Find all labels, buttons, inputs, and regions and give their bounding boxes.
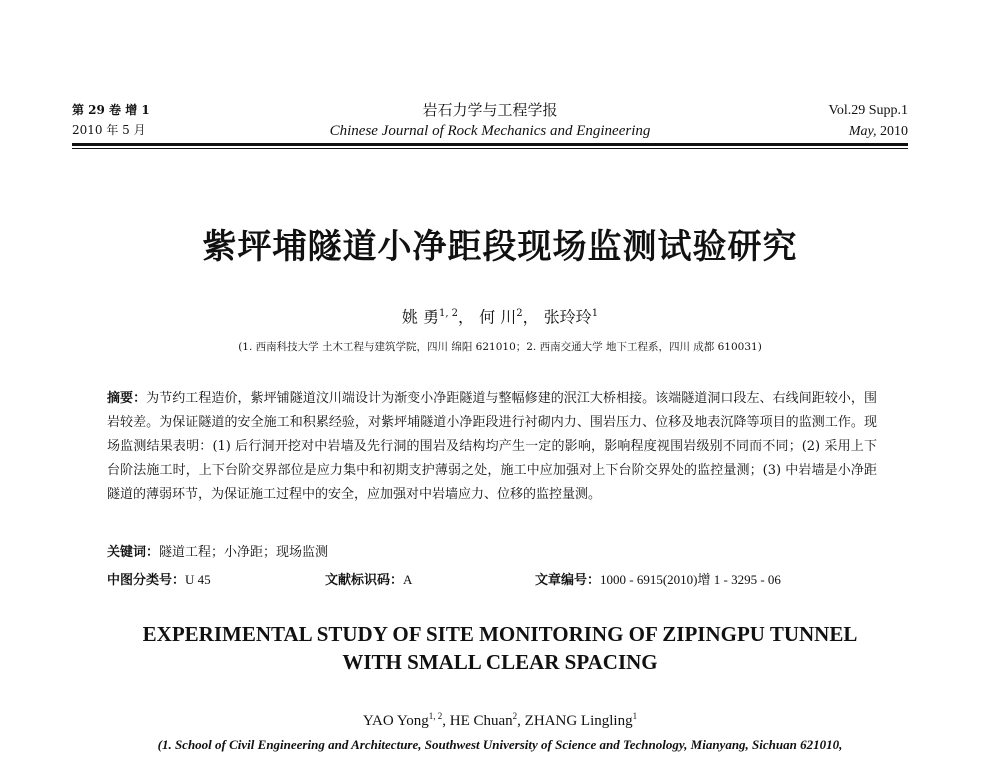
author-en-1: YAO Yong — [362, 713, 429, 729]
author-cn-1: 姚 勇 — [401, 307, 439, 327]
article-id-label: 文章编号： — [535, 573, 601, 588]
clc-value: U 45 — [185, 572, 211, 587]
header-right — [829, 100, 908, 142]
volume-en: Vol.29 Supp.1 — [828, 103, 908, 118]
author-separator: , — [442, 713, 450, 729]
affiliations-cn: (1. 西南科技大学 土木工程与建筑学院，四川 绵阳 621010；2. 西南交通大学 地下工程系，四川 成都 610031) — [238, 341, 762, 353]
author-en-1-affil: 1, 2 — [428, 711, 443, 721]
month-en: May, — [848, 124, 877, 139]
author-cn-2-affil: 2 — [516, 308, 523, 319]
abstract-label: 摘要： — [107, 391, 147, 406]
paper-title-en — [0, 620, 1000, 676]
abstract-cn — [107, 387, 877, 507]
paper-title-cn: 紫坪埔隧道小净距段现场监测试验研究 — [202, 227, 798, 267]
affiliations-en: (1. School of Civil Engineering and Architecture, Southwest University of Science and Technology, Mianyang, Sichuan 621010, — [157, 737, 843, 752]
journal-title-cn: 岩石力学与工程学报 — [422, 101, 558, 119]
journal-title-en: Chinese Journal of Rock Mechanics and Engineering — [329, 123, 651, 139]
issue-date: 2010 年 5 月 — [72, 123, 146, 137]
author-cn-1-affil: 1, 2 — [438, 308, 459, 319]
author-en-3-affil: 1 — [632, 711, 638, 721]
author-separator: ， — [522, 307, 539, 327]
authors-cn — [0, 302, 1000, 329]
keywords-cn — [107, 543, 877, 563]
author-cn-2: 何 川 — [479, 307, 517, 327]
author-separator: , — [517, 713, 525, 729]
header-rule-thick — [72, 143, 908, 146]
clc-label: 中图分类号： — [107, 573, 186, 588]
doc-code-value: A — [403, 572, 413, 587]
title-en-line-2: WITH SMALL CLEAR SPACING — [342, 650, 658, 674]
author-en-2-affil: 2 — [512, 711, 518, 721]
abstract-text: 为节约工程造价，紫坪铺隧道汶川端设计为渐变小净距隧道与整幅修建的泯江大桥相接。该端隧道洞口段左、右线间距较小，围岩较差。为保证隧道的安全施工和积累经验，对紫坪埔隧道小净距段进行衬砌内力、围岩压力、位移及地表沉降等项目的监测工作。现场监测结果表明：(1) 后行洞开挖对中岩墙及先行洞的围岩及结构均产生一定的影响，影响程度视围岩级别不同而不同；(2) 采用上下台阶法施工时，上下台阶交界部位是应力集中和初期支护薄弱之处，施工中应加强对上下台阶交界处的监控量测；(3) 中岩墙是小净距隧道的薄弱环节，为保证施工过程中的安全，应加强对中岩墙应力、位移的监控量测。 — [107, 391, 877, 502]
author-cn-3: 张玲玲 — [543, 307, 592, 327]
header-center — [72, 100, 908, 142]
authors-en — [0, 706, 1000, 731]
author-en-3: ZHANG Lingling — [524, 713, 633, 729]
title-en-line-1: EXPERIMENTAL STUDY OF SITE MONITORING OF ZIPINGPU TUNNEL — [142, 622, 858, 646]
keywords-text: 隧道工程；小净距；现场监测 — [159, 545, 329, 560]
article-id-value: 1000 - 6915(2010)增 1 - 3295 - 06 — [600, 572, 781, 587]
keywords-label: 关键词： — [107, 545, 160, 560]
classification-row — [107, 570, 877, 590]
volume-issue: 第 29 卷 增 1 — [72, 103, 150, 117]
doc-code-label: 文献标识码： — [325, 573, 404, 588]
author-cn-3-affil: 1 — [591, 308, 599, 319]
author-separator: ， — [458, 307, 475, 327]
author-en-2: HE Chuan — [449, 713, 513, 729]
header-rule-thin — [72, 148, 908, 149]
running-header — [72, 100, 908, 144]
year-en: 2010 — [880, 124, 908, 139]
